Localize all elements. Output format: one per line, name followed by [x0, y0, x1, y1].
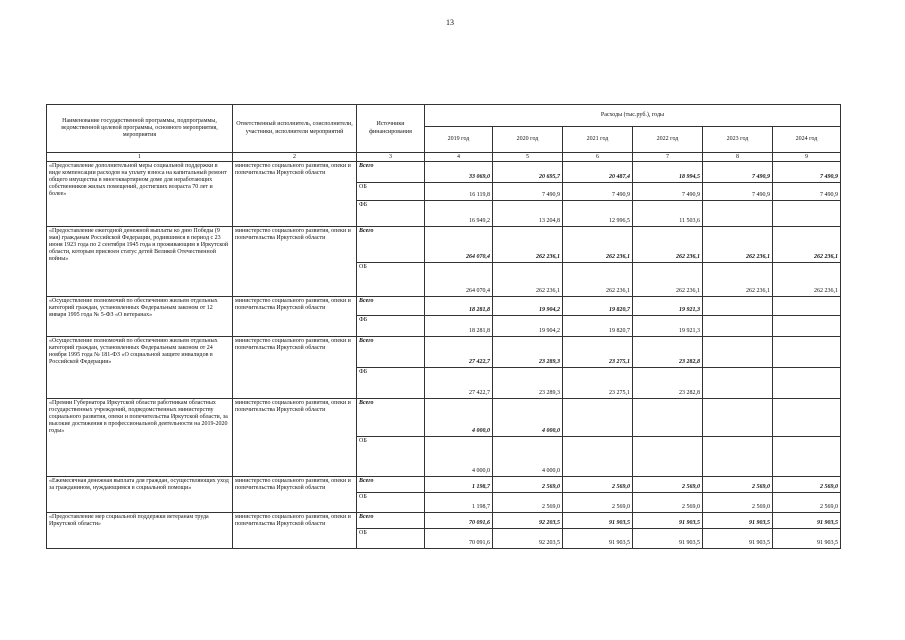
value-cell: 7 490,9 — [773, 183, 841, 201]
value-cell: 4 000,0 — [425, 437, 493, 477]
total-value: 23 289,3 — [493, 337, 563, 368]
table-row — [47, 337, 841, 368]
total-value: 27 422,7 — [425, 337, 493, 368]
header-executor: Ответственный исполнитель, соисполнители, участники, исполнители мероприятий — [233, 105, 357, 153]
total-value: 91 903,5 — [703, 513, 773, 529]
funding-source: Всего — [357, 297, 425, 316]
value-cell: 16 949,2 — [425, 201, 493, 227]
executor: министерство социального развития, опеки и попечительства Иркутской области — [233, 399, 357, 477]
measure-name: «Премии Губернатора Иркутской области работникам областных государственных учреждений, подведомственных министерству социального развития, опеки и попечительства Иркутской области, за высокие достижения в профессиональной деятельности на 2019-2020 годы» — [47, 399, 233, 477]
value-cell — [703, 368, 773, 399]
total-value: 262 236,1 — [633, 227, 703, 263]
total-value — [773, 399, 841, 437]
value-cell: 2 569,0 — [563, 493, 633, 513]
value-cell: 70 091,6 — [425, 529, 493, 549]
value-cell: 23 275,1 — [563, 368, 633, 399]
total-value: 92 203,5 — [493, 513, 563, 529]
column-number: 2 — [233, 153, 357, 162]
total-value: 33 069,0 — [425, 162, 493, 183]
value-cell: 11 503,6 — [633, 201, 703, 227]
value-cell: 23 289,3 — [493, 368, 563, 399]
total-value: 19 904,2 — [493, 297, 563, 316]
funding-source: ОБ — [357, 493, 425, 513]
total-value — [563, 399, 633, 437]
total-value — [703, 337, 773, 368]
value-cell — [773, 316, 841, 337]
header-year: 2023 год — [703, 127, 773, 153]
total-value: 262 236,1 — [703, 227, 773, 263]
header-year: 2022 год — [633, 127, 703, 153]
total-value: 18 994,5 — [633, 162, 703, 183]
value-cell: 27 422,7 — [425, 368, 493, 399]
measure-name: «Предоставление дополнительной меры социальной поддержки в виде компенсации расходов на уплату взноса на капитальный ремонт общего имущества в многоквартирном доме для неработающих собственников жилых помещений, достигших возраста 70 лет и более» — [47, 162, 233, 227]
measure-name: «Ежемесячная денежная выплата для граждан, осуществляющих уход за гражданином, нуждающимся в социальной помощи» — [47, 477, 233, 513]
table-row — [47, 297, 841, 316]
expenses-table — [46, 104, 841, 549]
funding-source: ОБ — [357, 183, 425, 201]
value-cell: 4 000,0 — [493, 437, 563, 477]
value-cell: 13 204,8 — [493, 201, 563, 227]
executor: министерство социального развития, опеки и попечительства Иркутской области — [233, 337, 357, 399]
total-value — [773, 337, 841, 368]
funding-source: ОБ — [357, 263, 425, 297]
column-number: 3 — [357, 153, 425, 162]
total-value: 4 000,0 — [493, 399, 563, 437]
total-value: 2 569,0 — [563, 477, 633, 493]
total-value: 2 569,0 — [633, 477, 703, 493]
value-cell: 2 569,0 — [773, 493, 841, 513]
column-number: 8 — [703, 153, 773, 162]
executor: министерство социального развития, опеки и попечительства Иркутской области — [233, 162, 357, 227]
value-cell — [703, 316, 773, 337]
value-cell: 2 569,0 — [703, 493, 773, 513]
measure-name: «Предоставление мер социальной поддержки ветеранам труда Иркутской области» — [47, 513, 233, 549]
header-sources: Источники финансирования — [357, 105, 425, 153]
table-body — [47, 162, 841, 549]
funding-source: ОБ — [357, 529, 425, 549]
funding-source: Всего — [357, 513, 425, 529]
funding-source: Всего — [357, 337, 425, 368]
header-year: 2021 год — [563, 127, 633, 153]
value-cell: 23 282,8 — [633, 368, 703, 399]
value-cell: 1 198,7 — [425, 493, 493, 513]
total-value: 2 569,0 — [493, 477, 563, 493]
value-cell: 16 119,8 — [425, 183, 493, 201]
table-row — [47, 227, 841, 263]
value-cell: 7 490,9 — [493, 183, 563, 201]
value-cell: 91 903,5 — [563, 529, 633, 549]
value-cell: 2 569,0 — [493, 493, 563, 513]
funding-source: Всего — [357, 227, 425, 263]
header-name: Наименование государственной программы, подпрограммы, ведомственной целевой программы, основного мероприятия, мероприятия — [47, 105, 233, 153]
value-cell: 262 236,1 — [493, 263, 563, 297]
total-value: 7 490,9 — [703, 162, 773, 183]
value-cell: 91 903,5 — [773, 529, 841, 549]
executor: министерство социального развития, опеки и попечительства Иркутской области — [233, 227, 357, 297]
value-cell: 91 903,5 — [703, 529, 773, 549]
value-cell — [773, 368, 841, 399]
total-value: 19 820,7 — [563, 297, 633, 316]
total-value: 4 000,0 — [425, 399, 493, 437]
total-value: 262 236,1 — [773, 227, 841, 263]
executor: министерство социального развития, опеки и попечительства Иркутской области — [233, 297, 357, 337]
value-cell: 264 070,4 — [425, 263, 493, 297]
funding-source: ФБ — [357, 201, 425, 227]
total-value: 19 921,3 — [633, 297, 703, 316]
funding-source: Всего — [357, 162, 425, 183]
total-value: 264 070,4 — [425, 227, 493, 263]
measure-name: «Осуществление полномочий по обеспечению жильем отдельных категорий граждан, установленных Федеральным законом от 24 ноября 1995 года № 181-ФЗ «О социальной защите инвалидов в Российской Федерации» — [47, 337, 233, 399]
value-cell: 262 236,1 — [563, 263, 633, 297]
table-row — [47, 162, 841, 183]
funding-source: ОБ — [357, 437, 425, 477]
value-cell: 7 490,9 — [703, 183, 773, 201]
total-value: 2 569,0 — [773, 477, 841, 493]
column-number: 7 — [633, 153, 703, 162]
table-row — [47, 399, 841, 437]
value-cell: 262 236,1 — [633, 263, 703, 297]
value-cell — [773, 437, 841, 477]
total-value: 1 198,7 — [425, 477, 493, 493]
value-cell: 18 281,8 — [425, 316, 493, 337]
total-value — [773, 297, 841, 316]
executor: министерство социального развития, опеки и попечительства Иркутской области — [233, 477, 357, 513]
measure-name: «Предоставление ежегодной денежной выплаты ко дню Победы (9 мая) гражданам Российской Федерации, родившимся в период с 23 июня 1923 года по 2 сентября 1945 года и проживающим в Иркутской области, которым присвоен статус детей Великой Отечественной войны» — [47, 227, 233, 297]
total-value: 91 903,5 — [633, 513, 703, 529]
funding-source: ФБ — [357, 316, 425, 337]
total-value — [633, 399, 703, 437]
header-year: 2019 год — [425, 127, 493, 153]
total-value: 262 236,1 — [493, 227, 563, 263]
measure-name: «Осуществление полномочий по обеспечению жильем отдельных категорий граждан, установленных Федеральным законом от 12 января 1995 года № 5-ФЗ «О ветеранах» — [47, 297, 233, 337]
header-year: 2024 год — [773, 127, 841, 153]
table-row — [47, 477, 841, 493]
funding-source: Всего — [357, 477, 425, 493]
value-cell: 7 490,9 — [563, 183, 633, 201]
total-value: 23 282,8 — [633, 337, 703, 368]
funding-source: Всего — [357, 399, 425, 437]
value-cell: 19 904,2 — [493, 316, 563, 337]
total-value — [703, 297, 773, 316]
page-number: 13 — [446, 18, 454, 27]
value-cell: 262 236,1 — [703, 263, 773, 297]
table-row — [47, 513, 841, 529]
total-value: 91 903,5 — [773, 513, 841, 529]
column-number: 9 — [773, 153, 841, 162]
executor: министерство социального развития, опеки и попечительства Иркутской области — [233, 513, 357, 549]
value-cell — [773, 201, 841, 227]
header-year: 2020 год — [493, 127, 563, 153]
total-value: 91 903,5 — [563, 513, 633, 529]
column-number: 1 — [47, 153, 233, 162]
total-value: 262 236,1 — [563, 227, 633, 263]
total-value — [703, 399, 773, 437]
value-cell — [633, 437, 703, 477]
value-cell: 19 820,7 — [563, 316, 633, 337]
total-value: 20 487,4 — [563, 162, 633, 183]
value-cell: 91 903,5 — [633, 529, 703, 549]
column-number: 6 — [563, 153, 633, 162]
value-cell: 92 203,5 — [493, 529, 563, 549]
column-number-row — [47, 153, 841, 162]
total-value: 23 275,1 — [563, 337, 633, 368]
value-cell — [703, 201, 773, 227]
value-cell: 262 236,1 — [773, 263, 841, 297]
column-number: 5 — [493, 153, 563, 162]
value-cell: 12 996,5 — [563, 201, 633, 227]
value-cell: 2 569,0 — [633, 493, 703, 513]
value-cell: 19 921,3 — [633, 316, 703, 337]
header-expenses: Расходы (тыс.руб.), годы — [425, 105, 841, 127]
total-value: 20 695,7 — [493, 162, 563, 183]
column-number: 4 — [425, 153, 493, 162]
total-value: 7 490,9 — [773, 162, 841, 183]
funding-source: ФБ — [357, 368, 425, 399]
value-cell — [703, 437, 773, 477]
value-cell — [563, 437, 633, 477]
total-value: 2 569,0 — [703, 477, 773, 493]
total-value: 70 091,6 — [425, 513, 493, 529]
value-cell: 7 490,9 — [633, 183, 703, 201]
total-value: 18 281,8 — [425, 297, 493, 316]
